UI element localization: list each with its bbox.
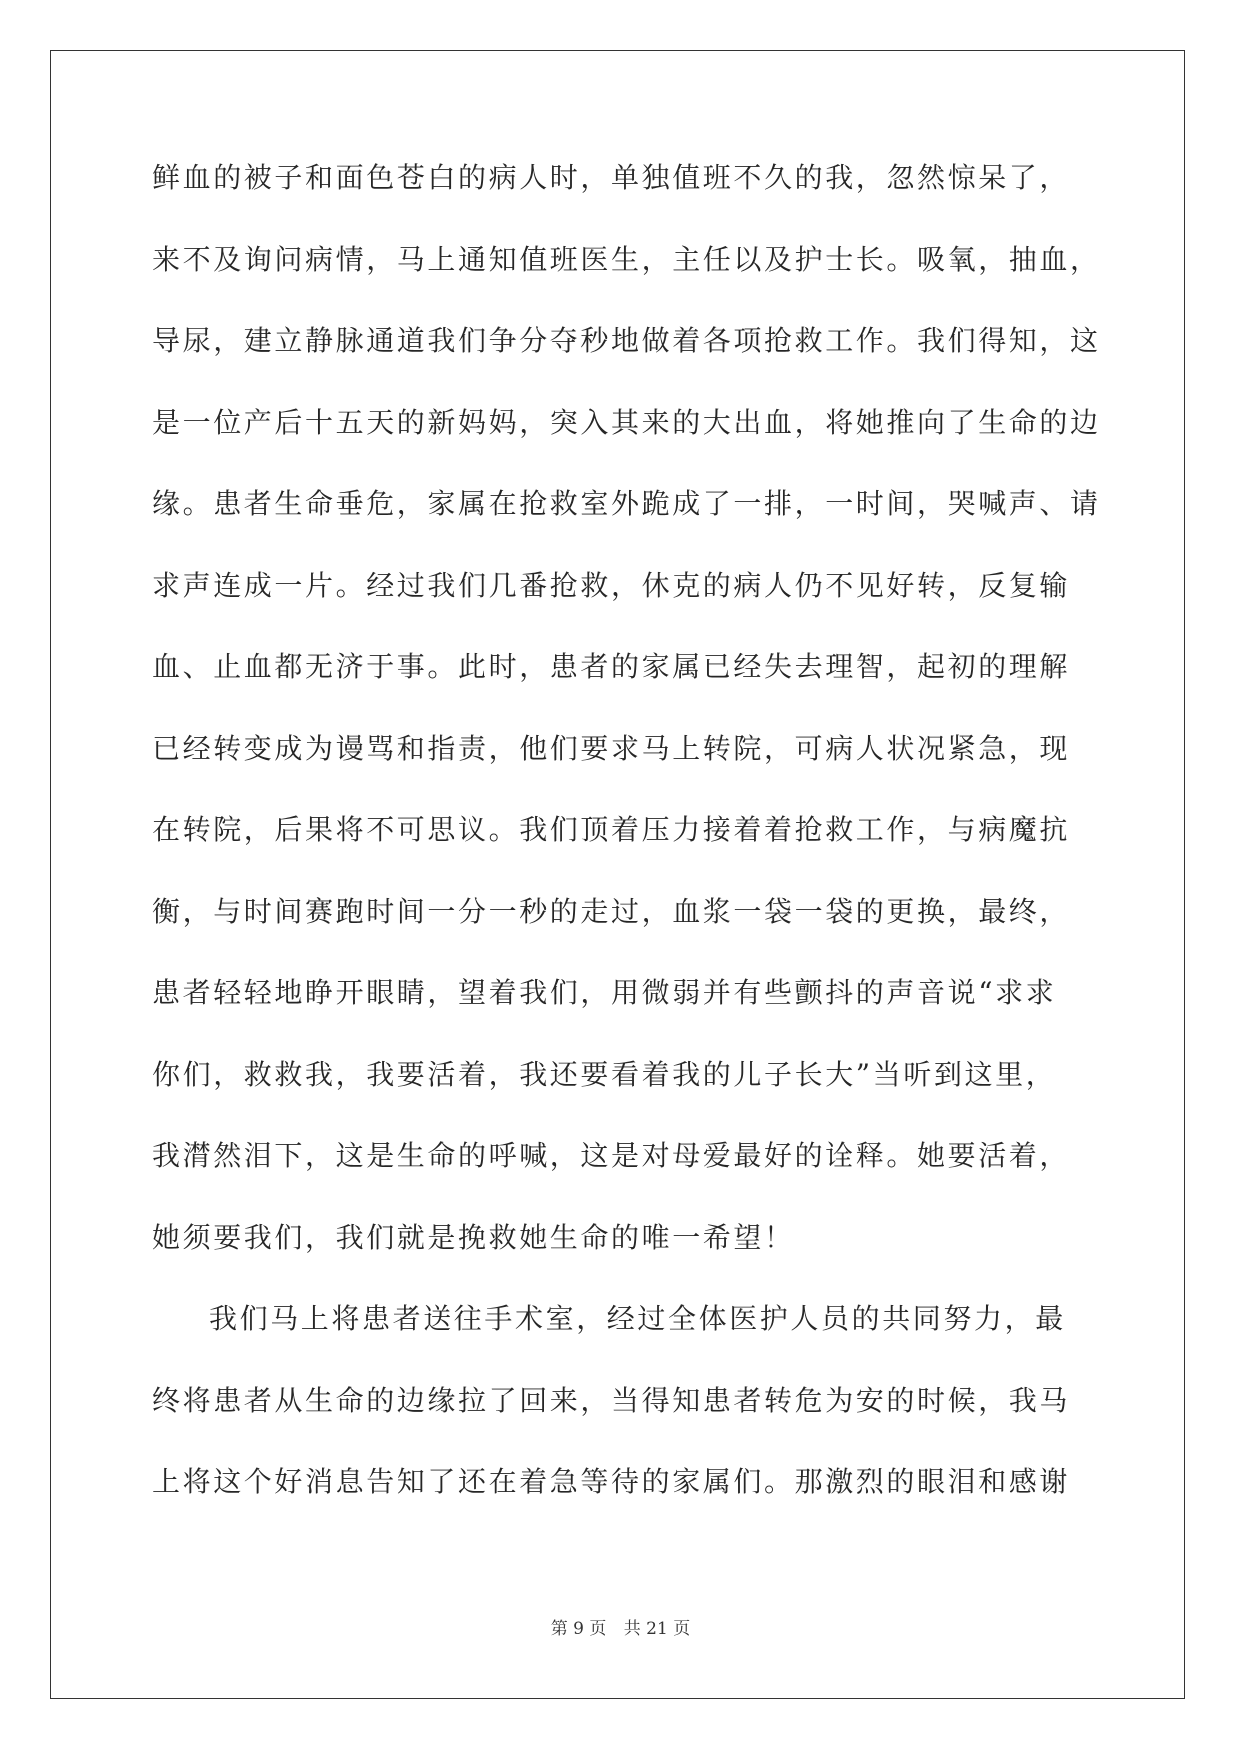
- text-line: 是一位产后十五天的新妈妈，突入其来的大出血，将她推向了生命的边: [152, 405, 1101, 439]
- text-line: 你们，救救我，我要活着，我还要看着我的儿子长大”当听到这里，: [152, 1057, 1057, 1091]
- text-line: 求声连成一片。经过我们几番抢救，休克的病人仍不见好转，反复输: [152, 568, 1071, 602]
- text-line: 终将患者从生命的边缘拉了回来，当得知患者转危为安的时候，我马: [152, 1383, 1071, 1417]
- text-line: 鲜血的被子和面色苍白的病人时，单独值班不久的我，忽然惊呆了，: [152, 161, 1071, 194]
- text-line: 已经转变成为谩骂和指责，他们要求马上转院，可病人状况紧急，现: [152, 731, 1071, 765]
- text-line: 在转院，后果将不可思议。我们顶着压力接着着抢救工作，与病魔抗: [152, 813, 1071, 846]
- text-line: 她须要我们，我们就是挽救她生命的唯一希望！: [152, 1220, 795, 1254]
- text-line: 我潸然泪下，这是生命的呼喊，这是对母爱最好的诠释。她要活着，: [152, 1139, 1071, 1172]
- paragraph-first-line: 我们马上将患者送往手术室，经过全体医护人员的共同努力，最: [209, 1302, 1066, 1335]
- text-line: 血、止血都无济于事。此时，患者的家属已经失去理智，起初的理解: [152, 650, 1071, 683]
- page-total: 共 21 页: [623, 1619, 691, 1639]
- page-footer: [0, 1614, 1241, 1639]
- page-number: 第 9 页: [550, 1619, 607, 1639]
- text-line: 上将这个好消息告知了还在着急等待的家属们。那激烈的眼泪和感谢: [152, 1465, 1071, 1498]
- text-line: 衡，与时间赛跑时间一分一秒的走过，血浆一袋一袋的更换，最终，: [152, 894, 1071, 928]
- text-line: 缘。患者生命垂危，家属在抢救室外跪成了一排，一时间，哭喊声、请: [152, 487, 1101, 520]
- text-line: 患者轻轻地睁开眼睛，望着我们，用微弱并有些颤抖的声音说“求求: [152, 976, 1057, 1009]
- text-line: 来不及询问病情，马上通知值班医生，主任以及护士长。吸氧，抽血，: [152, 242, 1101, 276]
- text-line: 导尿，建立静脉通道我们争分夺秒地做着各项抢救工作。我们得知，这: [152, 324, 1101, 357]
- document-body: [152, 160, 1102, 1546]
